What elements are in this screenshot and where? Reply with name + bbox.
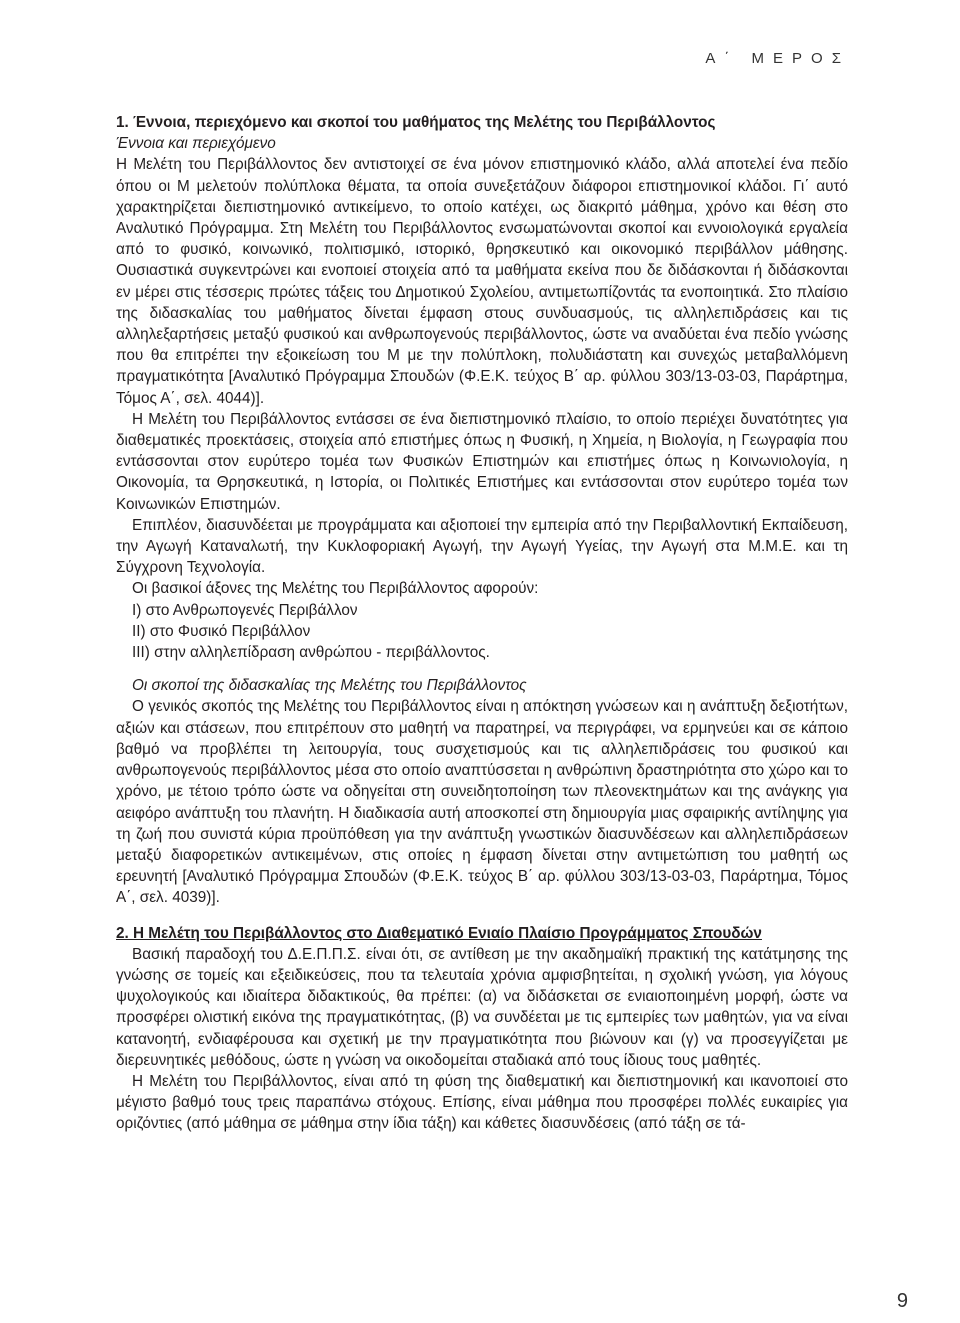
subheading-goals: Οι σκοποί της διδασκαλίας της Μελέτης του Περιβάλλοντος: [132, 677, 527, 695]
document-body: [116, 112, 848, 1135]
section-2-title: 2. Η Μελέτη του Περιβάλλοντος στο Διαθεματικό Ενιαίο Πλαίσιο Προγράμματος Σπουδών: [116, 924, 762, 942]
spacer: [116, 909, 848, 923]
section-1-title: 1. Έννοια, περιεχόμενο και σκοποί του μαθήματος της Μελέτης του Περιβάλλοντος: [116, 114, 716, 131]
spacer: [116, 663, 848, 675]
paragraph: Οι βασικοί άξονες της Μελέτης του Περιβάλλοντος αφορούν:: [132, 580, 539, 598]
paragraph: Η Μελέτη του Περιβάλλοντος εντάσσει σε ένα διεπιστημονικό πλαίσιο, το οποίο περιέχει δυνατότητες για διαθεματικές προεκτάσεις, στοιχεία από επιστήμες όπως η Φυσική, η Χημεία, η Βιολογία, η Γεωγραφία που εντάσσονται στον ευρύτερο τομέα των Φυσικών Επιστημών και επιστήμες όπως η Κοινωνιολογία, η Οικονομία, τα Θρησκευτικά, η Ιστορία, οι Πολιτικές Επιστήμες και εντάσσονται στον ευρύτερο τομέα των Κοινωνικών Επιστημών.: [116, 410, 848, 513]
paragraph: Βασική παραδοχή του Δ.Ε.Π.Π.Σ. είναι ότι, σε αντίθεση με την ακαδημαϊκή πρακτική της κατάτμησης της γνώσης σε τομείς και εξειδικεύσεις, που τα τελευταία χρόνια αμφισβητείται, η σχολική γνώση, για λόγους ψυχολογικούς και ιδιαίτερα διδακτικούς, θα πρέπει: (α) να διδάσκεται σε ενιαιοποιημένη μορφή, ώστε να προσφέρει ολιστική εικόνα της πραγματικότητας, (β) να συνδέεται με τις εμπειρίες των μαθητών, για να είναι κατανοητή, ενδιαφέρουσα και σχετική με την πραγματικότητα που βιώνουν και (γ) να προσεγγίζεται με διερευνητικές μεθόδους, ώστε η γνώση να οικοδομείται σταδιακά από τους ίδιους τους μαθητές.: [116, 945, 848, 1069]
paragraph: Η Μελέτη του Περιβάλλοντος, είναι από τη φύση της διαθεματική και διεπιστημονική και ικανοποιεί στο μέγιστο βαθμό τους τρεις παραπάνω στόχους. Επίσης, είναι μάθημα που προσφέρει πολλές ευκαιρίες για οριζόντιες (από μάθημα σε μάθημα στην ίδια τάξη) και κάθετες διασυνδέσεις (από τάξη σε τά-: [116, 1072, 848, 1133]
page-number: 9: [896, 1290, 908, 1312]
paragraph: Ο γενικός σκοπός της Μελέτης του Περιβάλλοντος είναι η απόκτηση γνώσεων και η ανάπτυξη δεξιοτήτων, αξιών και στάσεων, που επιτρέπουν στο μαθητή να παρατηρεί, να περιγράφει, να ερμηνεύει και σε κάποιο βαθμό να προβλέπει τη λειτουργία, τους συσχετισμούς και τις αλληλεπιδράσεις του φυσικού και ανθρωπογενούς περιβάλλοντος μέσα στο οποίο αναπτύσσεται η ανθρώπινη δραστηριότητα στο χώρο και το χρόνο, με τέτοιο τρόπο ώστε να οδηγείται στη συνειδητοποίηση των πλεονεκτημάτων και της ανάγκης για αειφόρο ανάπτυξη του πλανήτη. Η διαδικασία αυτή αποσκοπεί στη δημιουργία μιας σφαιρικής αντίληψης για τη ζωή που συνιστά κύρια προϋπόθεση για την ανάπτυξη γνωστικών διασυνδέσεων και αλληλεπιδράσεων μεταξύ διαφορετικών αντικειμένων, στις οποίες η έμφαση δίνεται στην αντιμετώπιση του μαθητή ως ερευνητή [Αναλυτικό Πρόγραμμα Σπουδών (Φ.Ε.Κ. τεύχος Β΄ αρ. φύλλου 303/13-03-03, Παράρτημα, Τόμος Α΄, σελ. 4039)].: [116, 698, 848, 907]
list-item: ΙΙ) στο Φυσικό Περιβάλλον: [132, 622, 311, 640]
paragraph: Η Μελέτη του Περιβάλλοντος δεν αντιστοιχεί σε ένα μόνον επιστημονικό κλάδο, αλλά αποτελεί ένα πεδίο όπου οι Μ μελετούν πολύπλοκα θέματα, τα οποία συνεξετάζουν διάφοροι επιστημονικοί κλάδοι. Γι΄ αυτό χαρακτηρίζεται διεπιστημονικό αντικείμενο, το οποίο κατέχει, ως διακριτό μάθημα, χρόνο και θέση στο Αναλυτικό Πρόγραμμα. Στη Μελέτη του Περιβάλλοντος ενσωματώνονται σκοποί και εννοιολογικά εργαλεία από το φυσικό, κοινωνικό, πολιτισμικό, ιστορικό, θρησκευτικό και οικονομικό περιβάλλον μάθησης. Ουσιαστικά συγκεντρώνει και ενοποιεί στοιχεία από τα μαθήματα εκείνα που δε διδάσκονται ή διδάσκονται εν μέρει στις τέσσερις πρώτες τάξεις του Δημοτικού Σχολείου, αντιμετωπίζοντάς τα ενοποιητικά. Στο πλαίσιο της διδασκαλίας του μαθήματος δίνεται έμφαση στους συνδυασμούς, τις αλληλεπιδράσεις και τις αλληλεξαρτήσεις μεταξύ φυσικού και ανθρωπογενούς περιβάλλοντος, ώστε να αναδύεται ένα πεδίο γνώσης που θα επιτρέπει την εξοικείωση του Μ με την πολύπλοκη, πολυδιάστατη και συνεχώς μεταβαλλόμενη πραγματικότητα [Αναλυτικό Πρόγραμμα Σπουδών (Φ.Ε.Κ. τεύχος Β΄ αρ. φύλλου 303/13-03-03, Παράρτημα, Τόμος Α΄, σελ. 4044)].: [116, 156, 848, 407]
paragraph: Επιπλέον, διασυνδέεται με προγράμματα και αξιοποιεί την εμπειρία από την Περιβαλλοντική Εκπαίδευση, την Αγωγή Καταναλωτή, την Κυκλοφοριακή Αγωγή, την Αγωγή Υγείας, την Αγωγή στα Μ.Μ.Ε. και τη Σύγχρονη Τεχνολογία.: [116, 516, 848, 577]
list-item: ΙΙΙ) στην αλληλεπίδραση ανθρώπου - περιβάλλοντος.: [132, 644, 490, 662]
subheading-concept: Έννοια και περιεχόμενο: [116, 135, 276, 153]
running-header: Α΄ ΜΕΡΟΣ: [705, 50, 850, 67]
list-item: Ι) στο Ανθρωπογενές Περιβάλλον: [132, 601, 358, 619]
